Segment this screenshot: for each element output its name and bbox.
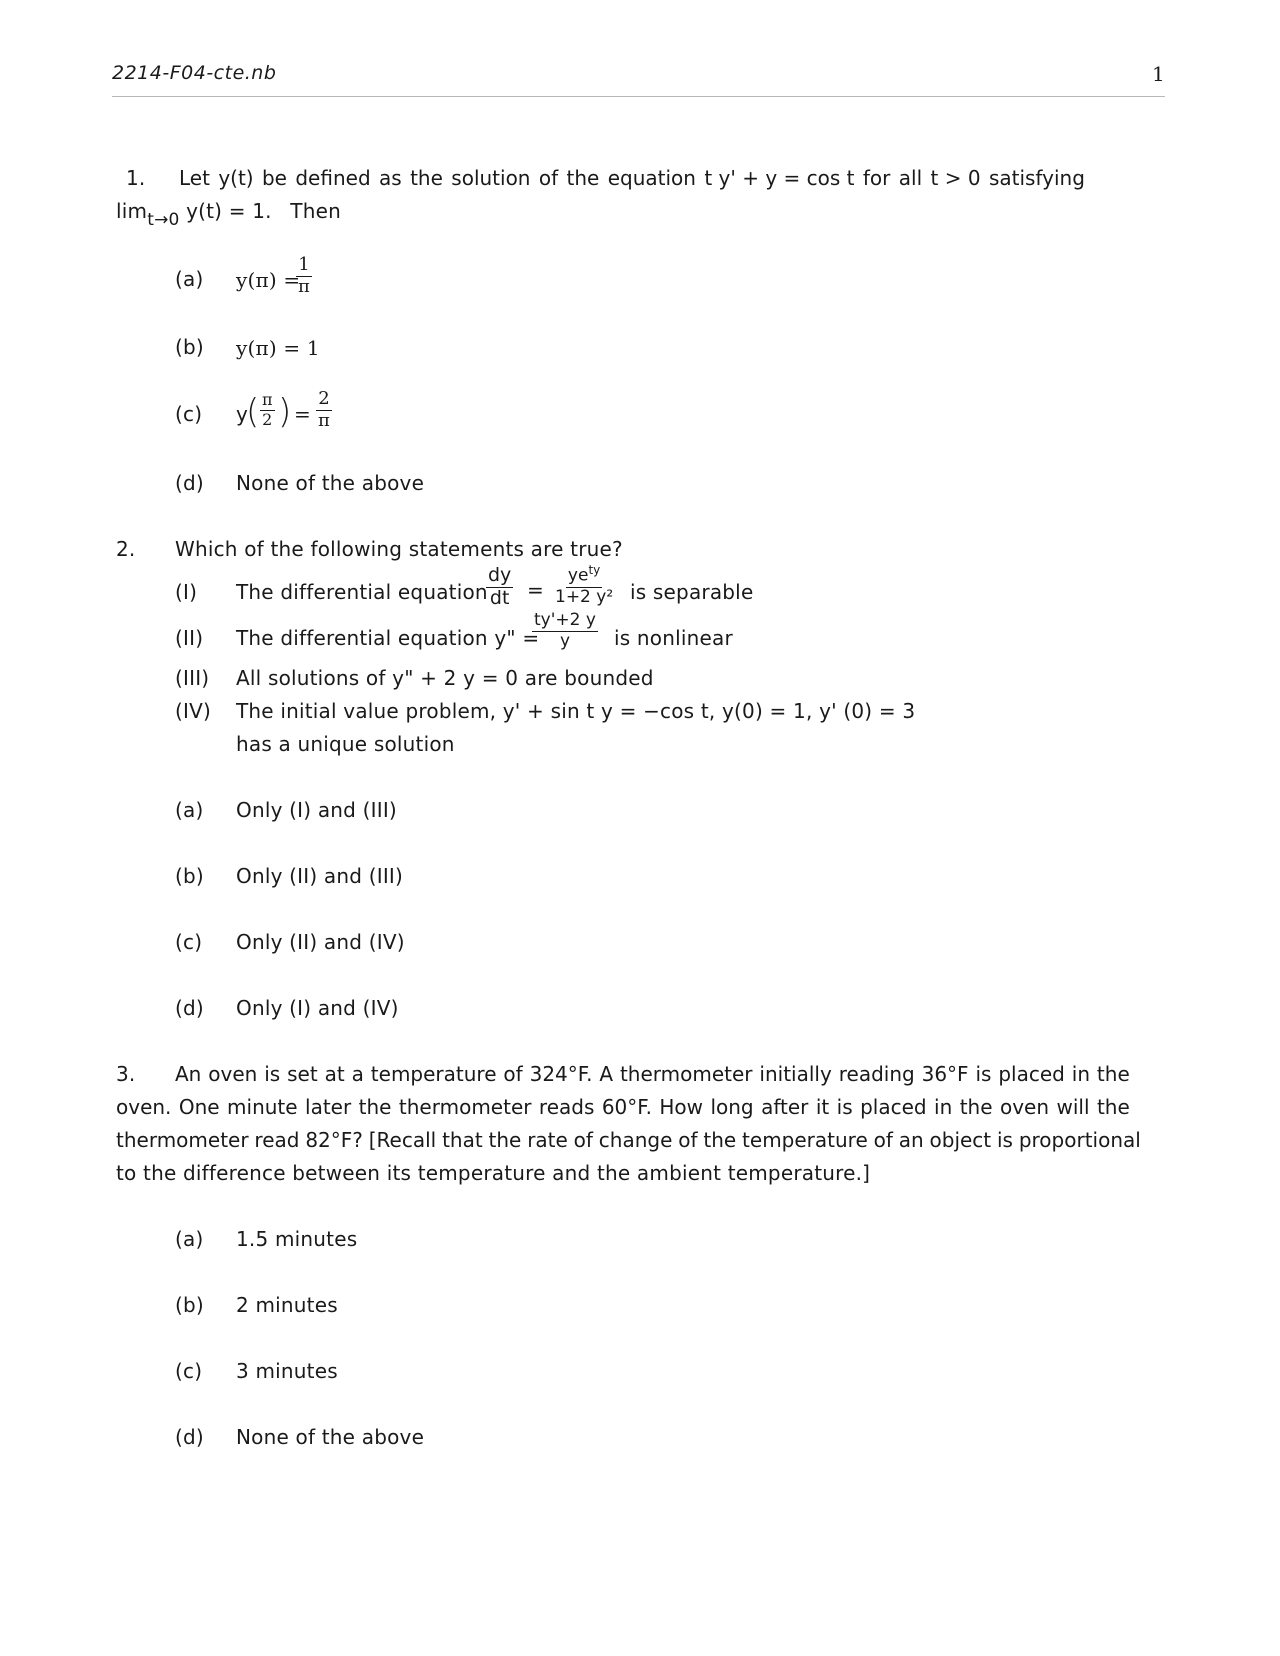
word: be [261,166,287,190]
word: solution [451,166,531,190]
q2-statement-3-text: All solutions of y" + 2 y = 0 are bounded [236,666,654,690]
q1-condition: y(t) = 1. [186,199,272,223]
word: placed [998,1062,1065,1086]
q1-option-a-lhs: y(π) = [236,268,301,292]
word: the [1096,1095,1130,1119]
q2-statement-1-label: (I) [175,580,198,604]
word: the [566,166,600,190]
word: it [815,1095,830,1119]
q3-option-b-label[interactable]: (b) [175,1293,204,1317]
q3-number: 3. [116,1062,136,1086]
word: is [264,1062,281,1086]
q3-stem-line2 [116,1095,1130,1119]
word: thermometer [116,1128,249,1152]
word: proportional [1018,1128,1141,1152]
header-divider [112,96,1165,97]
word: object [929,1128,992,1152]
word: that [442,1128,483,1152]
word: A [599,1062,614,1086]
word: temperature [742,1128,868,1152]
q1-option-a-numerator: 1 [298,254,310,275]
word: change [598,1128,673,1152]
word: thermometer [398,1095,532,1119]
q2-statement-4-text-line2: has a unique solution [236,732,455,756]
word: read [254,1128,300,1152]
q2-statement-2-tail: is nonlinear [614,626,733,650]
word: Let [179,166,210,190]
q1-option-c-equals: = [294,402,311,426]
word: at [324,1062,345,1086]
q1-option-c-paren-close: ) [278,392,292,432]
q2-statement-1-rhs [553,564,615,606]
q1-lim-sub: t→0 [147,210,180,230]
word: a [351,1062,364,1086]
word: reads [538,1095,595,1119]
word: an [898,1128,924,1152]
word: in [1071,1062,1091,1086]
q1-option-b-label[interactable]: (b) [175,335,204,359]
word: of [503,1062,523,1086]
q2-statement-2-text: The differential equation y" = [236,626,540,650]
q1-option-b-text: y(π) = 1 [236,336,320,360]
q3-option-a-text: 1.5 minutes [236,1227,358,1251]
q2-option-a-label[interactable]: (a) [175,798,204,822]
word: later [305,1095,352,1119]
q3-stem-line1 [175,1062,1130,1086]
word: 36°F [921,1062,969,1086]
word: 60°F. [601,1095,652,1119]
q1-option-c-arg-denominator: 2 [262,409,273,429]
q2-statement-1-text: The differential equation [236,580,488,604]
word: the [1096,1062,1130,1086]
q2-statement-2-numerator: ty'+2 y [534,610,596,630]
word: of [873,1128,893,1152]
q3-option-a-label[interactable]: (a) [175,1227,204,1251]
word: the [358,1095,392,1119]
word: all [898,166,923,190]
word: long [710,1095,754,1119]
q2-statement-4-text: The initial value problem, y' + sin t y = −cos t, y(0) = 1, y' (0) = 3 [236,699,916,723]
word: for [862,166,891,190]
q2-option-c-text: Only (II) and (IV) [236,930,405,954]
word: the [488,1128,522,1152]
word: rate [527,1128,568,1152]
q3-option-c-label[interactable]: (c) [175,1359,203,1383]
word: equation [607,166,696,190]
page-number: 1 [1152,62,1165,86]
q2-option-d-text: Only (I) and (IV) [236,996,399,1020]
q2-stem: Which of the following statements are true? [175,537,623,561]
word: set [287,1062,318,1086]
q1-option-a-denominator: π [298,275,310,297]
q2-option-b-label[interactable]: (b) [175,864,204,888]
word: [Recall [368,1128,437,1152]
q1-option-d-label[interactable]: (d) [175,471,204,495]
q2-option-b-text: Only (II) and (III) [236,864,404,888]
word: of [678,1128,698,1152]
q1-option-a-label[interactable]: (a) [175,267,204,291]
q1-option-c-y: y [236,402,249,426]
q2-statement-1-tail: is separable [630,580,754,604]
q3-stem-line4: to the difference between its temperature and the ambient temperature.] [116,1161,871,1185]
q1-option-c-label[interactable]: (c) [175,402,203,426]
q2-statement-4-label: (IV) [175,699,211,723]
word: initially [759,1062,832,1086]
word: after [761,1095,809,1119]
word: the [959,1095,993,1119]
word: the [703,1128,737,1152]
word: as [379,166,402,190]
q1-option-d-text: None of the above [236,471,425,495]
q1-option-c-numerator: 2 [318,388,330,409]
q2-option-a-text: Only (I) and (III) [236,798,397,822]
word: minute [227,1095,298,1119]
q1-option-c-argument [260,392,275,429]
q2-statement-1-rhs-exponent: ty [588,563,601,577]
q2-statement-1-rhs-denominator: 1+2 y² [555,586,614,607]
word: oven [208,1062,258,1086]
q2-statement-2-label: (II) [175,626,204,650]
word: satisfying [988,166,1085,190]
word: 324°F. [529,1062,593,1086]
q2-statement-2-fraction [532,612,598,651]
word: defined [295,166,371,190]
word: will [1056,1095,1090,1119]
q1-option-c-denominator: π [318,409,330,431]
q3-option-d-label[interactable]: (d) [175,1425,204,1449]
q3-option-d-text: None of the above [236,1425,425,1449]
q3-stem-line3 [116,1128,1141,1152]
q1-option-a-fraction [296,256,312,297]
q1-stem-line2 [116,199,341,228]
word: An [175,1062,202,1086]
q2-statement-3-label: (III) [175,666,210,690]
q1-option-c-arg-numerator: π [262,390,273,409]
q2-statement-1-equals: = [527,578,544,602]
word: of [538,166,559,190]
q1-number: 1. [126,166,146,190]
q1-stem-line1 [179,166,1085,190]
q1-option-c-fraction [316,390,332,431]
q1-lim: lim [116,199,148,223]
q2-statement-1-rhs-numerator: ye [567,565,589,586]
word: thermometer [619,1062,753,1086]
file-name: 2214-F04-cte.nb [112,62,277,84]
q3-option-c-text: 3 minutes [236,1359,338,1383]
q2-option-c-label[interactable]: (c) [175,930,203,954]
word: temperature [370,1062,497,1086]
q2-option-d-label[interactable]: (d) [175,996,204,1020]
q2-statement-1-dt: dt [489,586,510,609]
q1-option-c-paren-open: ( [246,392,260,432]
word: oven [999,1095,1050,1119]
word: the [410,166,443,190]
word: How [659,1095,704,1119]
q3-option-b-text: 2 minutes [236,1293,338,1317]
word: is [975,1062,992,1086]
q1-then: Then [290,199,341,223]
q2-number: 2. [116,537,136,561]
word: One [178,1095,220,1119]
word: 82°F? [305,1128,363,1152]
word: t > 0 [930,166,981,190]
word: reading [838,1062,915,1086]
q2-statement-1-dydt [486,566,513,609]
word: is [836,1095,853,1119]
q2-statement-2-denominator: y [559,630,570,651]
word: of [573,1128,593,1152]
word: is [997,1128,1013,1152]
word: in [934,1095,953,1119]
word: t y' + y = cos t [704,166,855,190]
q2-statement-1-dy: dy [488,564,512,586]
word: placed [860,1095,927,1119]
word: oven. [116,1095,172,1119]
word: y(t) [218,166,254,190]
